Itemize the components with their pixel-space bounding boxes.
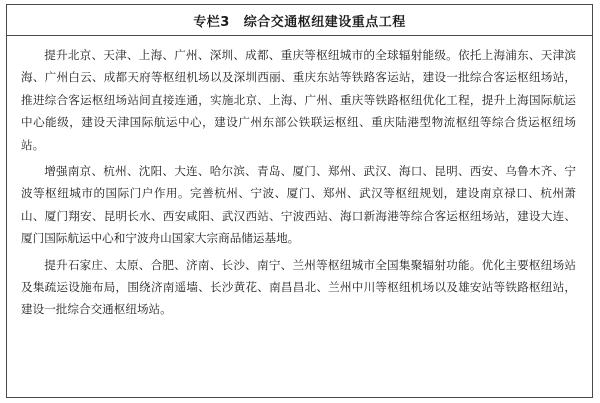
box-body [7, 36, 592, 321]
title-prefix: 专栏3 [193, 14, 230, 30]
feature-box [6, 4, 593, 398]
paragraph-3: 提升石家庄、太原、合肥、济南、长沙、南宁、兰州等枢纽城市全国集聚辐射功能。优化主要枢纽场站及集疏运设施布局，围绕济南遥墙、长沙黄花、南昌昌北、兰州中川等枢纽机场以及雄安站等铁路枢纽站，建设一批综合交通枢纽场站。 [21, 257, 576, 317]
title-text: 综合交通枢纽建设重点工程 [243, 14, 406, 30]
paragraph-2: 增强南京、杭州、沈阳、大连、哈尔滨、青岛、厦门、郑州、武汉、海口、昆明、西安、乌鲁木齐、宁波等枢纽城市的国际门户作用。完善杭州、宁波、厦门、郑州、武汉等枢纽规划，建设南京禄口、杭州萧山、厦门翔安、昆明长水、西安咸阳、武汉西站、宁波西站、海口新海港等综合客运枢纽场站，建设大连、厦门国际航运中心和宁波舟山国家大宗商品储运基地。 [21, 164, 576, 246]
paragraph-1: 提升北京、天津、上海、广州、深圳、成都、重庆等枢纽城市的全球辐射能级。依托上海浦东、天津滨海、广州白云、成都天府等枢纽机场以及深圳西丽、重庆东站等铁路客运站，建设一批综合客运枢纽场站，推进综合客运枢纽场站间直接连通，实施北京、上海、广州、重庆等铁路枢纽优化工程，提升上海国际航运中心能级，建设天津国际航运中心，建设广州东部公铁联运枢纽、重庆陆港型物流枢纽等综合货运枢纽场站。 [21, 48, 576, 152]
box-title [7, 5, 592, 36]
